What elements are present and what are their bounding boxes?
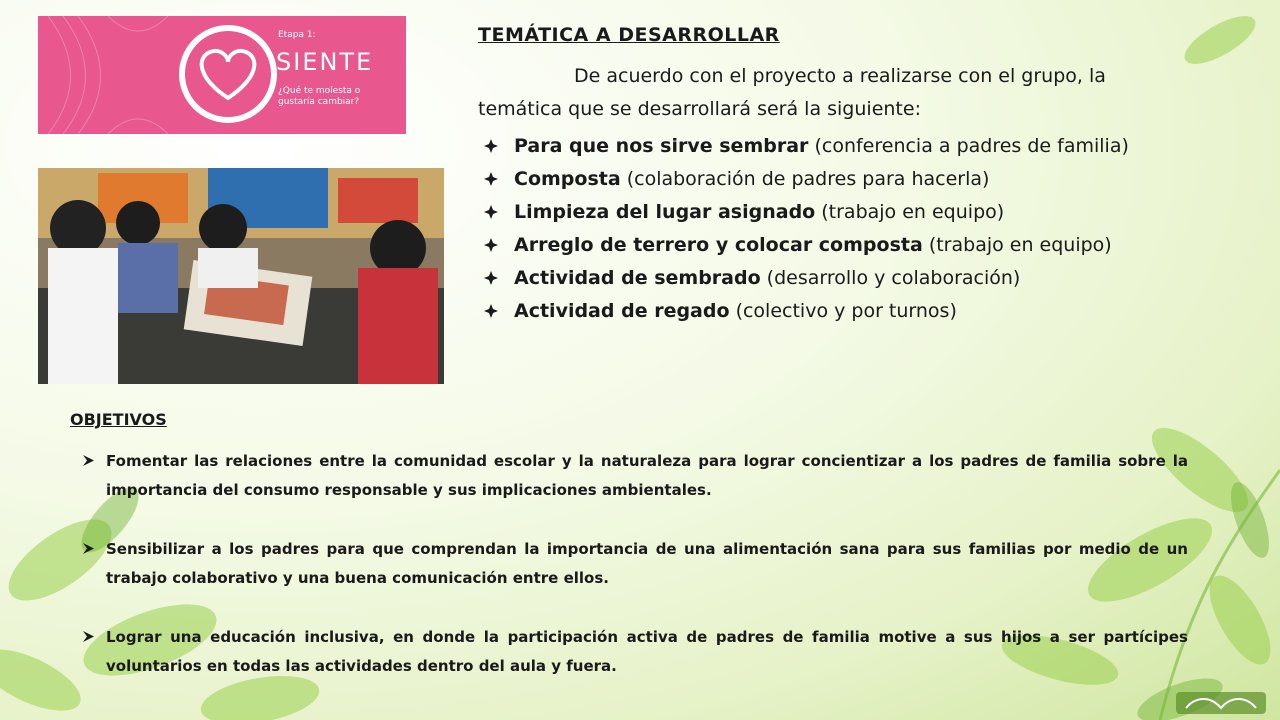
diamond-bullet-icon — [484, 172, 498, 186]
activity-detail: (trabajo en equipo) — [922, 234, 1112, 256]
list-item — [478, 295, 1178, 328]
topic-intro: De acuerdo con el proyecto a realizarse con el grupo, la temática que se desarrollará será la siguiente: — [478, 65, 1106, 120]
activity-name: Composta — [514, 168, 621, 190]
list-item — [478, 229, 1178, 262]
objective-item — [70, 623, 1188, 681]
objective-text: Sensibilizar a los padres para que comprendan la importancia de una alimentación sana para sus familias por medio de un trabajo colaborativo y una buena comunicación entre ellos. — [106, 540, 1188, 587]
objective-text: Fomentar las relaciones entre la comunidad escolar y la naturaleza para lograr concientizar a los padres de familia sobre la importancia del consumo responsable y sus implicaciones ambientales. — [106, 452, 1188, 499]
activity-list — [478, 130, 1178, 328]
objectives-list — [70, 447, 1188, 681]
diamond-bullet-icon — [484, 205, 498, 219]
activity-detail: (desarrollo y colaboración) — [760, 267, 1021, 289]
objective-item — [70, 535, 1188, 593]
corner-logo-icon — [1176, 692, 1266, 714]
objectives-section — [70, 410, 1188, 711]
list-item — [478, 163, 1178, 196]
activity-detail: (conferencia a padres de familia) — [808, 135, 1129, 157]
diamond-bullet-icon — [484, 238, 498, 252]
activity-detail: (colaboración de padres para hacerla) — [620, 168, 990, 190]
list-item — [478, 196, 1178, 229]
activity-name: Para que nos sirve sembrar — [514, 135, 809, 157]
stage-label: Etapa 1: — [278, 30, 316, 40]
activity-name: Limpieza del lugar asignado — [514, 201, 816, 223]
activity-name: Actividad de regado — [514, 300, 730, 322]
topic-section — [478, 24, 1178, 328]
diamond-bullet-icon — [484, 271, 498, 285]
objective-item — [70, 447, 1188, 505]
arrow-bullet-icon — [82, 454, 95, 467]
arrow-bullet-icon — [82, 630, 95, 643]
objectives-title: OBJETIVOS — [70, 410, 167, 429]
activity-detail: (colectivo y por turnos) — [729, 300, 957, 322]
stage-subtitle: ¿Qué te molesta o gustaría cambiar? — [278, 86, 361, 107]
topic-title: TEMÁTICA A DESARROLLAR — [478, 24, 780, 46]
stage-title: SIENTE — [276, 48, 374, 76]
stage-banner — [38, 16, 406, 134]
activity-detail: (trabajo en equipo) — [815, 201, 1005, 223]
diamond-bullet-icon — [484, 139, 498, 153]
list-item — [478, 130, 1178, 163]
activity-name: Arreglo de terrero y colocar composta — [514, 234, 923, 256]
heart-icon — [202, 51, 255, 98]
objective-text: Lograr una educación inclusiva, en donde la participación activa de padres de familia motive a sus hijos a ser partícipes voluntarios en todas las actividades dentro del aula y fuera. — [106, 628, 1188, 675]
classroom-photo — [38, 168, 444, 384]
activity-name: Actividad de sembrado — [514, 267, 761, 289]
list-item — [478, 262, 1178, 295]
diamond-bullet-icon — [484, 304, 498, 318]
arrow-bullet-icon — [82, 542, 95, 555]
